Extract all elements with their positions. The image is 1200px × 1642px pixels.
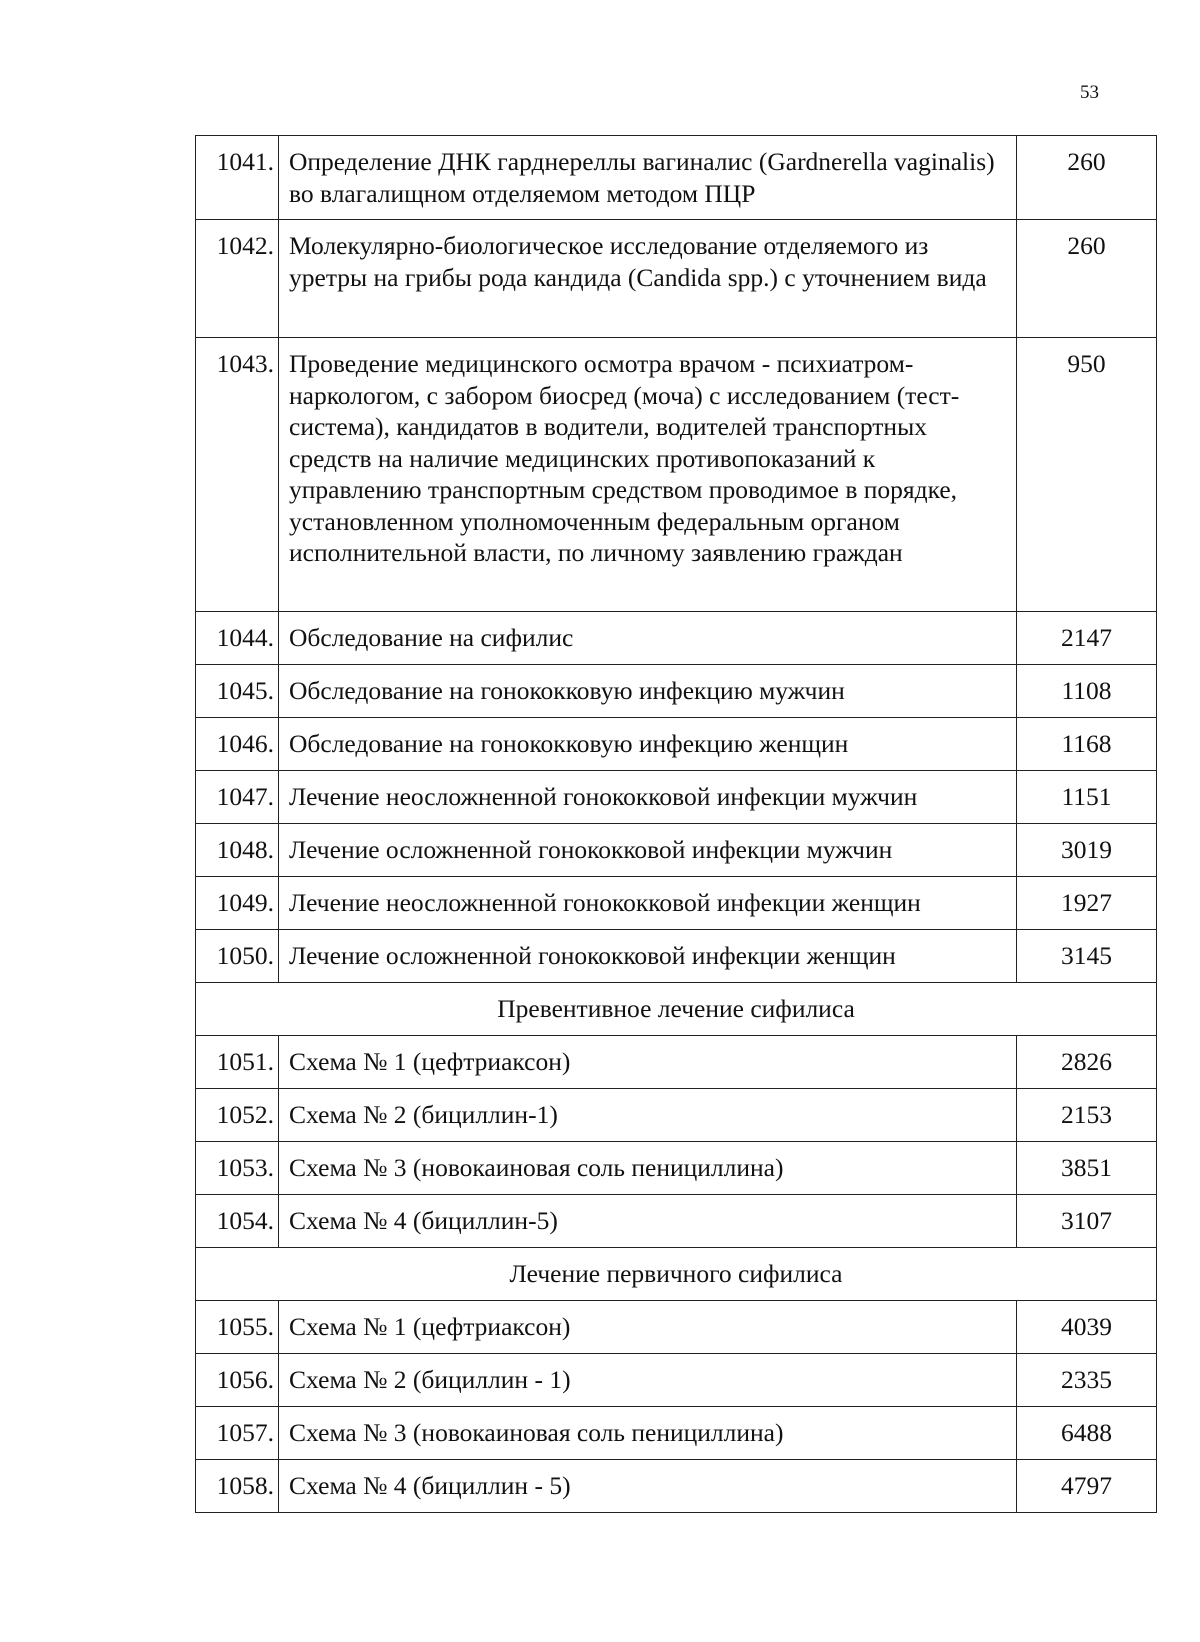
- row-number: 1045.: [196, 665, 279, 718]
- service-description: Схема № 4 (бициллин-5): [279, 1195, 1017, 1248]
- service-description: Проведение медицинского осмотра врачом - психиатром-наркологом, с забором биосред (моча) с исследованием (тест-система), кандидатов в водители, водителей транспортных средств на наличие медицинских противопоказаний к управлению транспортным средством проводимое в порядке, установленном уполномоченным федеральным органом исполнительной власти, по личному заявлению граждан: [279, 338, 1017, 612]
- row-number: 1049.: [196, 877, 279, 930]
- service-price: 2826: [1017, 1036, 1157, 1089]
- row-number: 1050.: [196, 930, 279, 983]
- service-description: Лечение осложненной гонококковой инфекции мужчин: [279, 824, 1017, 877]
- service-description: Лечение осложненной гонококковой инфекции женщин: [279, 930, 1017, 983]
- service-description: Схема № 1 (цефтриаксон): [279, 1301, 1017, 1354]
- table-row: [196, 665, 1157, 718]
- table-body: [196, 136, 1157, 1513]
- table-row: [196, 824, 1157, 877]
- row-number: 1048.: [196, 824, 279, 877]
- price-table: [195, 135, 1157, 1513]
- table-row: [196, 877, 1157, 930]
- table-row: [196, 338, 1157, 612]
- section-header-row: [196, 1248, 1157, 1301]
- service-price: 1168: [1017, 718, 1157, 771]
- service-price: 4039: [1017, 1301, 1157, 1354]
- table-row: [196, 1460, 1157, 1513]
- table-row: [196, 136, 1157, 220]
- service-price: 3107: [1017, 1195, 1157, 1248]
- table-row: [196, 220, 1157, 338]
- row-number: 1058.: [196, 1460, 279, 1513]
- service-description: Обследование на гонококковую инфекцию мужчин: [279, 665, 1017, 718]
- table-row: [196, 612, 1157, 665]
- row-number: 1047.: [196, 771, 279, 824]
- service-description: Молекулярно-биологическое исследование отделяемого из уретры на грибы рода кандида (Candida spp.) с уточнением вида: [279, 220, 1017, 338]
- table-row: [196, 1142, 1157, 1195]
- service-description: Определение ДНК гарднереллы вагиналис (Gardnerella vaginalis) во влагалищном отделяемом методом ПЦР: [279, 136, 1017, 220]
- service-price: 6488: [1017, 1407, 1157, 1460]
- section-title: Лечение первичного сифилиса: [196, 1248, 1157, 1301]
- service-description: Схема № 4 (бициллин - 5): [279, 1460, 1017, 1513]
- service-price: 3019: [1017, 824, 1157, 877]
- row-number: 1057.: [196, 1407, 279, 1460]
- row-number: 1053.: [196, 1142, 279, 1195]
- table-row: [196, 1089, 1157, 1142]
- table-row: [196, 1195, 1157, 1248]
- row-number: 1041.: [196, 136, 279, 220]
- row-number: 1044.: [196, 612, 279, 665]
- table-row: [196, 1301, 1157, 1354]
- table-row: [196, 771, 1157, 824]
- service-price: 2147: [1017, 612, 1157, 665]
- row-number: 1056.: [196, 1354, 279, 1407]
- service-price: 2153: [1017, 1089, 1157, 1142]
- row-number: 1051.: [196, 1036, 279, 1089]
- service-price: 1927: [1017, 877, 1157, 930]
- table-row: [196, 930, 1157, 983]
- service-price: 1151: [1017, 771, 1157, 824]
- service-price: 3851: [1017, 1142, 1157, 1195]
- section-header-row: [196, 983, 1157, 1036]
- service-description: Схема № 3 (новокаиновая соль пенициллина): [279, 1407, 1017, 1460]
- section-title: Превентивное лечение сифилиса: [196, 983, 1157, 1036]
- service-description: Схема № 2 (бициллин - 1): [279, 1354, 1017, 1407]
- table-row: [196, 1354, 1157, 1407]
- row-number: 1043.: [196, 338, 279, 612]
- service-price: 260: [1017, 220, 1157, 338]
- service-price: 950: [1017, 338, 1157, 612]
- page-number: 53: [1080, 82, 1099, 103]
- service-price: 3145: [1017, 930, 1157, 983]
- service-description: Схема № 1 (цефтриаксон): [279, 1036, 1017, 1089]
- service-description: Лечение неосложненной гонококковой инфекции мужчин: [279, 771, 1017, 824]
- row-number: 1055.: [196, 1301, 279, 1354]
- row-number: 1046.: [196, 718, 279, 771]
- service-description: Схема № 2 (бициллин-1): [279, 1089, 1017, 1142]
- row-number: 1052.: [196, 1089, 279, 1142]
- row-number: 1042.: [196, 220, 279, 338]
- table-row: [196, 1036, 1157, 1089]
- table-row: [196, 718, 1157, 771]
- table-row: [196, 1407, 1157, 1460]
- service-price: 1108: [1017, 665, 1157, 718]
- service-price: 260: [1017, 136, 1157, 220]
- row-number: 1054.: [196, 1195, 279, 1248]
- service-description: Обследование на гонококковую инфекцию женщин: [279, 718, 1017, 771]
- service-price: 2335: [1017, 1354, 1157, 1407]
- service-description: Обследование на сифилис: [279, 612, 1017, 665]
- service-description: Схема № 3 (новокаиновая соль пенициллина): [279, 1142, 1017, 1195]
- service-price: 4797: [1017, 1460, 1157, 1513]
- service-description: Лечение неосложненной гонококковой инфекции женщин: [279, 877, 1017, 930]
